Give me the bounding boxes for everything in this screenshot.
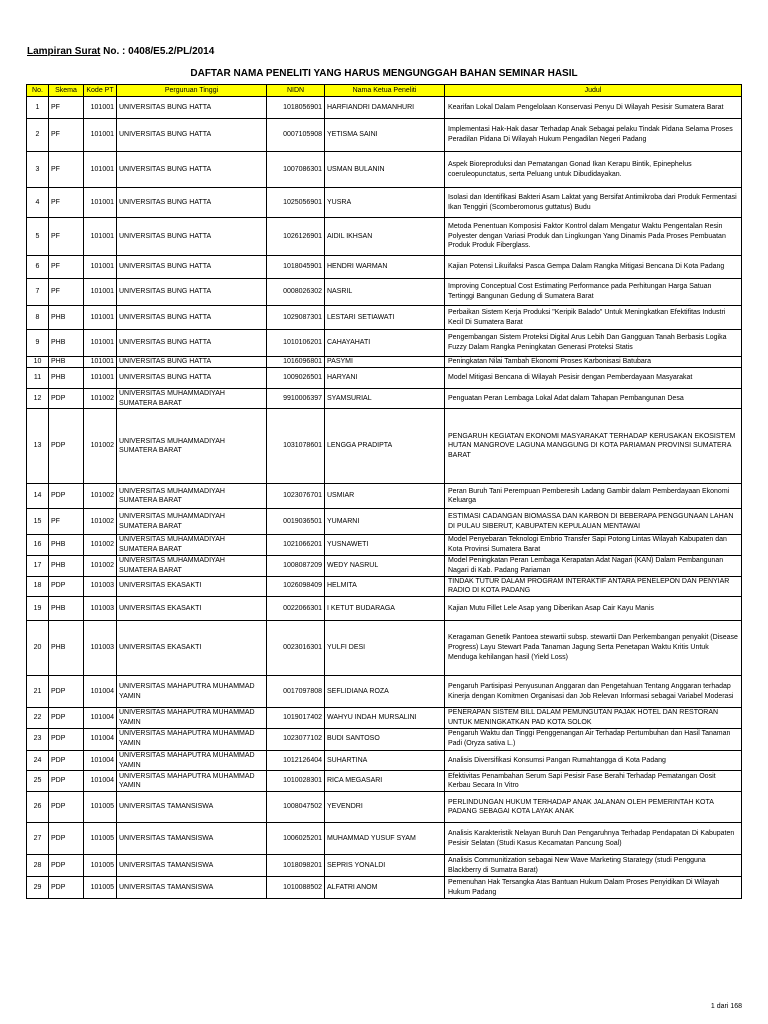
cell-pt: UNIVERSITAS TAMANSISWA [117,877,267,899]
cell-kode: 101001 [84,306,117,330]
cell-skema: PDP [49,750,84,771]
cell-nama: YEVENDRI [325,792,445,823]
cell-pt: UNIVERSITAS MUHAMMADIYAH SUMATERA BARAT [117,388,267,409]
cell-pt: UNIVERSITAS BUNG HATTA [117,119,267,152]
table-row [27,555,742,576]
table-row [27,855,742,877]
col-kode-pt: Kode PT [84,85,117,97]
cell-skema: PHB [49,357,84,368]
cell-kode: 101004 [84,708,117,729]
cell-nidn: 1023076701 [267,484,325,509]
cell-no: 5 [27,218,49,256]
cell-pt: UNIVERSITAS MUHAMMADIYAH SUMATERA BARAT [117,509,267,535]
cell-no: 16 [27,535,49,556]
cell-no: 26 [27,792,49,823]
cell-judul: Metoda Penentuan Komposisi Faktor Kontrol dalam Mengatur Waktu Pengentalan Resin Polyester dengan Variasi Produk dan Lingkungan Yang Dinamis Pada Proses Pembuatan Produk Produk Fiberglass. [445,218,742,256]
cell-nama: CAHAYAHATI [325,330,445,357]
cell-judul: Peran Buruh Tani Perempuan Pemberesih Ladang Gambir dalam Pemberdayaan Ekonomi Keluarga [445,484,742,509]
cell-nama: HELMITA [325,576,445,597]
cell-nidn: 0023016301 [267,621,325,676]
cell-skema: PDP [49,708,84,729]
table-row [27,256,742,279]
cell-skema: PHB [49,330,84,357]
cell-no: 13 [27,409,49,484]
cell-nidn: 0017097808 [267,676,325,708]
cell-pt: UNIVERSITAS BUNG HATTA [117,367,267,388]
cell-no: 10 [27,357,49,368]
cell-pt: UNIVERSITAS MAHAPUTRA MUHAMMAD YAMIN [117,771,267,792]
table-row [27,823,742,855]
letter-reference [27,46,214,57]
table-row [27,188,742,218]
cell-pt: UNIVERSITAS BUNG HATTA [117,357,267,368]
cell-judul: Kajian Mutu Fillet Lele Asap yang Diberikan Asap Cair Kayu Manis [445,597,742,621]
cell-kode: 101001 [84,119,117,152]
cell-nidn: 1029087301 [267,306,325,330]
cell-no: 8 [27,306,49,330]
cell-nidn: 9910006397 [267,388,325,409]
table-row [27,97,742,119]
letter-label: Lampiran Surat [27,46,101,57]
cell-nidn: 0008026302 [267,279,325,306]
cell-pt: UNIVERSITAS MAHAPUTRA MUHAMMAD YAMIN [117,728,267,750]
cell-kode: 101003 [84,576,117,597]
cell-kode: 101004 [84,771,117,792]
table-row [27,535,742,556]
table-header-row [27,85,742,97]
cell-judul: Aspek Bioreproduksi dan Pematangan Gonad Ikan Kerapu Bintik, Epinephelus coeruleopunctatus, serta Peluang untuk Dibudidayakan. [445,152,742,188]
cell-nama: YUSRA [325,188,445,218]
col-perguruan-tinggi: Perguruan Tinggi [117,85,267,97]
cell-kode: 101001 [84,218,117,256]
cell-nidn: 1008047502 [267,792,325,823]
cell-judul: Peningkatan Nilai Tambah Ekonomi Proses Karbonisasi Batubara [445,357,742,368]
cell-no: 9 [27,330,49,357]
cell-pt: UNIVERSITAS TAMANSISWA [117,823,267,855]
cell-judul: Pengaruh Waktu dan Tinggi Penggenangan Air Terhadap Pertumbuhan dan Hasil Tanaman Padi (Oryza sativa L.) [445,728,742,750]
cell-pt: UNIVERSITAS BUNG HATTA [117,279,267,306]
document-title: DAFTAR NAMA PENELITI YANG HARUS MENGUNGGAH BAHAN SEMINAR HASIL [190,68,578,79]
cell-skema: PHB [49,367,84,388]
col-judul: Judul [445,85,742,97]
cell-nama: ALFATRI ANOM [325,877,445,899]
table-row [27,708,742,729]
cell-nidn: 1018056901 [267,97,325,119]
cell-nama: BUDI SANTOSO [325,728,445,750]
cell-skema: PF [49,119,84,152]
table-row [27,728,742,750]
cell-skema: PF [49,188,84,218]
cell-no: 11 [27,367,49,388]
cell-judul: ESTIMASI CADANGAN BIOMASSA DAN KARBON DI BEBERAPA PENGGUNAAN LAHAN DI PULAU SIBERUT, KABUPATEN KEPULAUAN MENTAWAI [445,509,742,535]
cell-nama: LENGGA PRADIPTA [325,409,445,484]
cell-no: 3 [27,152,49,188]
cell-pt: UNIVERSITAS MUHAMMADIYAH SUMATERA BARAT [117,484,267,509]
cell-skema: PF [49,152,84,188]
cell-nama: PASYMI [325,357,445,368]
cell-no: 15 [27,509,49,535]
cell-nama: SUHARTINA [325,750,445,771]
cell-nama: HARYANI [325,367,445,388]
cell-kode: 101001 [84,367,117,388]
cell-no: 7 [27,279,49,306]
cell-nama: AIDIL IKHSAN [325,218,445,256]
cell-nidn: 1010106201 [267,330,325,357]
cell-kode: 101005 [84,877,117,899]
cell-skema: PF [49,97,84,119]
table-row [27,367,742,388]
cell-kode: 101002 [84,555,117,576]
cell-kode: 101001 [84,97,117,119]
table-row [27,792,742,823]
cell-kode: 101001 [84,188,117,218]
cell-nama: LESTARI SETIAWATI [325,306,445,330]
cell-nidn: 1026098409 [267,576,325,597]
cell-nidn: 0019036501 [267,509,325,535]
cell-no: 18 [27,576,49,597]
table-row [27,877,742,899]
cell-kode: 101002 [84,509,117,535]
cell-nidn: 1007086301 [267,152,325,188]
cell-nidn: 1025056901 [267,188,325,218]
cell-kode: 101003 [84,597,117,621]
cell-nidn: 1018045901 [267,256,325,279]
cell-skema: PHB [49,621,84,676]
cell-nama: USMIAR [325,484,445,509]
researcher-table [26,84,742,899]
cell-kode: 101005 [84,855,117,877]
cell-pt: UNIVERSITAS BUNG HATTA [117,330,267,357]
col-nidn: NIDN [267,85,325,97]
cell-judul: Keragaman Genetik Pantoea stewartii subsp. stewartii Dan Perkembangan penyakit (Disease Progress) Layu Stewart Pada Tanaman Jagung Serta Penetapan Waktu Kritis Untuk Menduga kehilangan hasil (Yield Loss) [445,621,742,676]
cell-skema: PDP [49,728,84,750]
table-row [27,152,742,188]
cell-no: 27 [27,823,49,855]
cell-nidn: 1008087209 [267,555,325,576]
cell-nidn: 1018098201 [267,855,325,877]
table-row [27,330,742,357]
cell-nama: SYAMSURIAL [325,388,445,409]
cell-judul: PERLINDUNGAN HUKUM TERHADAP ANAK JALANAN OLEH PEMERINTAH KOTA PADANG SEBAGAI KOTA LAYAK ANAK [445,792,742,823]
cell-no: 24 [27,750,49,771]
cell-kode: 101002 [84,388,117,409]
col-no: No. [27,85,49,97]
cell-skema: PDP [49,771,84,792]
cell-judul: Analisis Communitization sebagai New Wave Marketing Starategy (studi Pengguna Blackberry di Sumatra Barat) [445,855,742,877]
col-nama: Nama Ketua Peneliti [325,85,445,97]
cell-judul: Pengembangan Sistem Proteksi Digital Arus Lebih Dan Gangguan Tanah Berbasis Logika Fuzzy Dalam Rangka Peningkatan Generasi Proteksi Statis [445,330,742,357]
table-row [27,218,742,256]
cell-judul: Improving Conceptual Cost Estimating Performance pada Perhitungan Harga Satuan Tertinggi Bangunan Gedung di Sumatera Barat [445,279,742,306]
cell-skema: PDP [49,676,84,708]
cell-pt: UNIVERSITAS EKASAKTI [117,576,267,597]
cell-no: 29 [27,877,49,899]
cell-skema: PDP [49,792,84,823]
cell-skema: PHB [49,555,84,576]
cell-pt: UNIVERSITAS MAHAPUTRA MUHAMMAD YAMIN [117,708,267,729]
cell-no: 17 [27,555,49,576]
cell-no: 23 [27,728,49,750]
cell-kode: 101005 [84,792,117,823]
cell-nama: MUHAMMAD YUSUF SYAM [325,823,445,855]
cell-judul: Penguatan Peran Lembaga Lokal Adat dalam Tahapan Pembangunan Desa [445,388,742,409]
cell-nama: RICA MEGASARI [325,771,445,792]
cell-nidn: 1031078601 [267,409,325,484]
cell-judul: PENERAPAN SISTEM BILL DALAM PEMUNGUTAN PAJAK HOTEL DAN RESTORAN UNTUK MENINGKATKAN PAD KOTA SOLOK [445,708,742,729]
cell-no: 2 [27,119,49,152]
page-number: 1 dari 168 [710,1003,742,1010]
table-row [27,771,742,792]
cell-no: 22 [27,708,49,729]
cell-judul: Perbaikan Sistem Kerja Produksi "Keripik Balado" Untuk Meningkatkan Efektifitas Industri Kecil Di Sumatera Barat [445,306,742,330]
cell-kode: 101002 [84,535,117,556]
cell-skema: PF [49,218,84,256]
cell-pt: UNIVERSITAS BUNG HATTA [117,188,267,218]
cell-judul: PENGARUH KEGIATAN EKONOMI MASYARAKAT TERHADAP KERUSAKAN EKOSISTEM HUTAN MANGROVE LAGUNA MANGGUNG DI KOTA PARIAMAN PROVINSI SUMATERA BARAT [445,409,742,484]
cell-nama: USMAN BULANIN [325,152,445,188]
cell-judul: Kearifan Lokal Dalam Pengelolaan Konservasi Penyu Di Wilayah Pesisir Sumatera Barat [445,97,742,119]
cell-skema: PDP [49,576,84,597]
cell-pt: UNIVERSITAS MUHAMMADIYAH SUMATERA BARAT [117,555,267,576]
table-row [27,621,742,676]
cell-nidn: 1009026501 [267,367,325,388]
table-row [27,484,742,509]
cell-skema: PHB [49,597,84,621]
cell-pt: UNIVERSITAS BUNG HATTA [117,152,267,188]
cell-skema: PHB [49,306,84,330]
cell-no: 20 [27,621,49,676]
cell-kode: 101001 [84,152,117,188]
cell-pt: UNIVERSITAS EKASAKTI [117,621,267,676]
cell-pt: UNIVERSITAS BUNG HATTA [117,97,267,119]
cell-skema: PF [49,279,84,306]
cell-judul: Implementasi Hak-Hak dasar Terhadap Anak Sebagai pelaku Tindak Pidana Selama Proses Peradilan Pidana Di Wilayah Hukum Pengadilan Negeri Padang [445,119,742,152]
table-row [27,388,742,409]
cell-kode: 101003 [84,621,117,676]
table-row [27,597,742,621]
cell-kode: 101001 [84,256,117,279]
cell-nama: NASRIL [325,279,445,306]
cell-kode: 101002 [84,484,117,509]
cell-nidn: 1006025201 [267,823,325,855]
cell-judul: TINDAK TUTUR DALAM PROGRAM INTERAKTIF ANTARA PENELEPON DAN PENYIAR RADIO DI KOTA PADANG [445,576,742,597]
cell-pt: UNIVERSITAS MUHAMMADIYAH SUMATERA BARAT [117,409,267,484]
table-row [27,119,742,152]
cell-no: 14 [27,484,49,509]
table-row [27,306,742,330]
cell-judul: Model Penyebaran Teknologi Embrio Transfer Sapi Potong Lintas Wilayah Kabupaten dan Kota Provinsi Sumatera Barat [445,535,742,556]
cell-no: 12 [27,388,49,409]
cell-nama: WEDY NASRUL [325,555,445,576]
cell-nama: YULFI DESI [325,621,445,676]
cell-pt: UNIVERSITAS TAMANSISWA [117,855,267,877]
cell-skema: PDP [49,388,84,409]
cell-judul: Analisis Karakteristik Nelayan Buruh Dan Pengaruhnya Terhadap Pendapatan Di Kabupaten Pesisir Selatan (Studi Kasus Kecamatan Pancung Soal) [445,823,742,855]
cell-kode: 101004 [84,676,117,708]
cell-skema: PHB [49,535,84,556]
cell-nidn: 1023077102 [267,728,325,750]
cell-nidn: 1021066201 [267,535,325,556]
cell-nidn: 1012126404 [267,750,325,771]
cell-nidn: 1010028301 [267,771,325,792]
cell-pt: UNIVERSITAS EKASAKTI [117,597,267,621]
cell-kode: 101001 [84,330,117,357]
cell-kode: 101005 [84,823,117,855]
cell-no: 25 [27,771,49,792]
col-skema: Skema [49,85,84,97]
cell-nidn: 1019017402 [267,708,325,729]
cell-pt: UNIVERSITAS TAMANSISWA [117,792,267,823]
cell-no: 4 [27,188,49,218]
cell-judul: Pengaruh Partisipasi Penyusunan Anggaran dan Pengetahuan Tentang Anggaran terhadap Kinerja dengan Komitmen Organisasi dan Job Relevan Informasi sebagai Variabel Moderasi [445,676,742,708]
cell-no: 1 [27,97,49,119]
cell-nama: SEPRIS YONALDI [325,855,445,877]
cell-nama: I KETUT BUDARAGA [325,597,445,621]
table-row [27,576,742,597]
table-row [27,676,742,708]
cell-kode: 101004 [84,750,117,771]
cell-nama: YUSNAWETI [325,535,445,556]
cell-pt: UNIVERSITAS BUNG HATTA [117,306,267,330]
cell-skema: PF [49,509,84,535]
cell-no: 28 [27,855,49,877]
cell-skema: PDP [49,484,84,509]
cell-pt: UNIVERSITAS MAHAPUTRA MUHAMMAD YAMIN [117,676,267,708]
table-row [27,750,742,771]
cell-kode: 101001 [84,279,117,306]
cell-judul: Kajian Potensi Likuifaksi Pasca Gempa Dalam Rangka Mitigasi Bencana Di Kota Padang [445,256,742,279]
cell-nidn: 1010088502 [267,877,325,899]
cell-no: 6 [27,256,49,279]
cell-skema: PDP [49,877,84,899]
cell-pt: UNIVERSITAS BUNG HATTA [117,256,267,279]
cell-judul: Analisis Diversifikasi Konsumsi Pangan Rumahtangga di Kota Padang [445,750,742,771]
cell-skema: PF [49,256,84,279]
table-row [27,357,742,368]
cell-nidn: 1026126901 [267,218,325,256]
cell-nama: WAHYU INDAH MURSALINI [325,708,445,729]
cell-judul: Isolasi dan Identifikasi Bakteri Asam Laktat yang Bersifat Antimikroba dari Produk Fermentasi Ikan Tenggiri (Scomberomorus guttatus) Budu [445,188,742,218]
cell-kode: 101004 [84,728,117,750]
cell-skema: PDP [49,409,84,484]
cell-judul: Model Peningkatan Peran Lembaga Kerapatan Adat Nagari (KAN) Dalam Pembangunan Nagari di Kab. Padang Pariaman [445,555,742,576]
cell-nidn: 0022066301 [267,597,325,621]
letter-number: No. : 0408/E5.2/PL/2014 [100,46,215,57]
table-row [27,409,742,484]
cell-nidn: 0007105908 [267,119,325,152]
cell-kode: 101001 [84,357,117,368]
cell-nama: HENDRI WARMAN [325,256,445,279]
cell-nama: SEFLIDIANA ROZA [325,676,445,708]
cell-no: 19 [27,597,49,621]
cell-no: 21 [27,676,49,708]
cell-pt: UNIVERSITAS BUNG HATTA [117,218,267,256]
cell-kode: 101002 [84,409,117,484]
cell-skema: PDP [49,823,84,855]
cell-judul: Model Mitigasi Bencana di Wilayah Pesisir dengan Pemberdayaan Masyarakat [445,367,742,388]
cell-judul: Pemenuhan Hak Tersangka Atas Bantuan Hukum Dalam Proses Penyidikan Di Wilayah Hukum Padang [445,877,742,899]
cell-judul: Efektivitas Penambahan Serum Sapi Pesisir Fase Berahi Terhadap Pematangan Oosit Kerbau Secara In Vitro [445,771,742,792]
table-row [27,279,742,306]
cell-nama: YETISMA SAINI [325,119,445,152]
cell-skema: PDP [49,855,84,877]
cell-pt: UNIVERSITAS MAHAPUTRA MUHAMMAD YAMIN [117,750,267,771]
table-row [27,509,742,535]
cell-nidn: 1016096801 [267,357,325,368]
cell-pt: UNIVERSITAS MUHAMMADIYAH SUMATERA BARAT [117,535,267,556]
cell-nama: HARFIANDRI DAMANHURI [325,97,445,119]
cell-nama: YUMARNI [325,509,445,535]
